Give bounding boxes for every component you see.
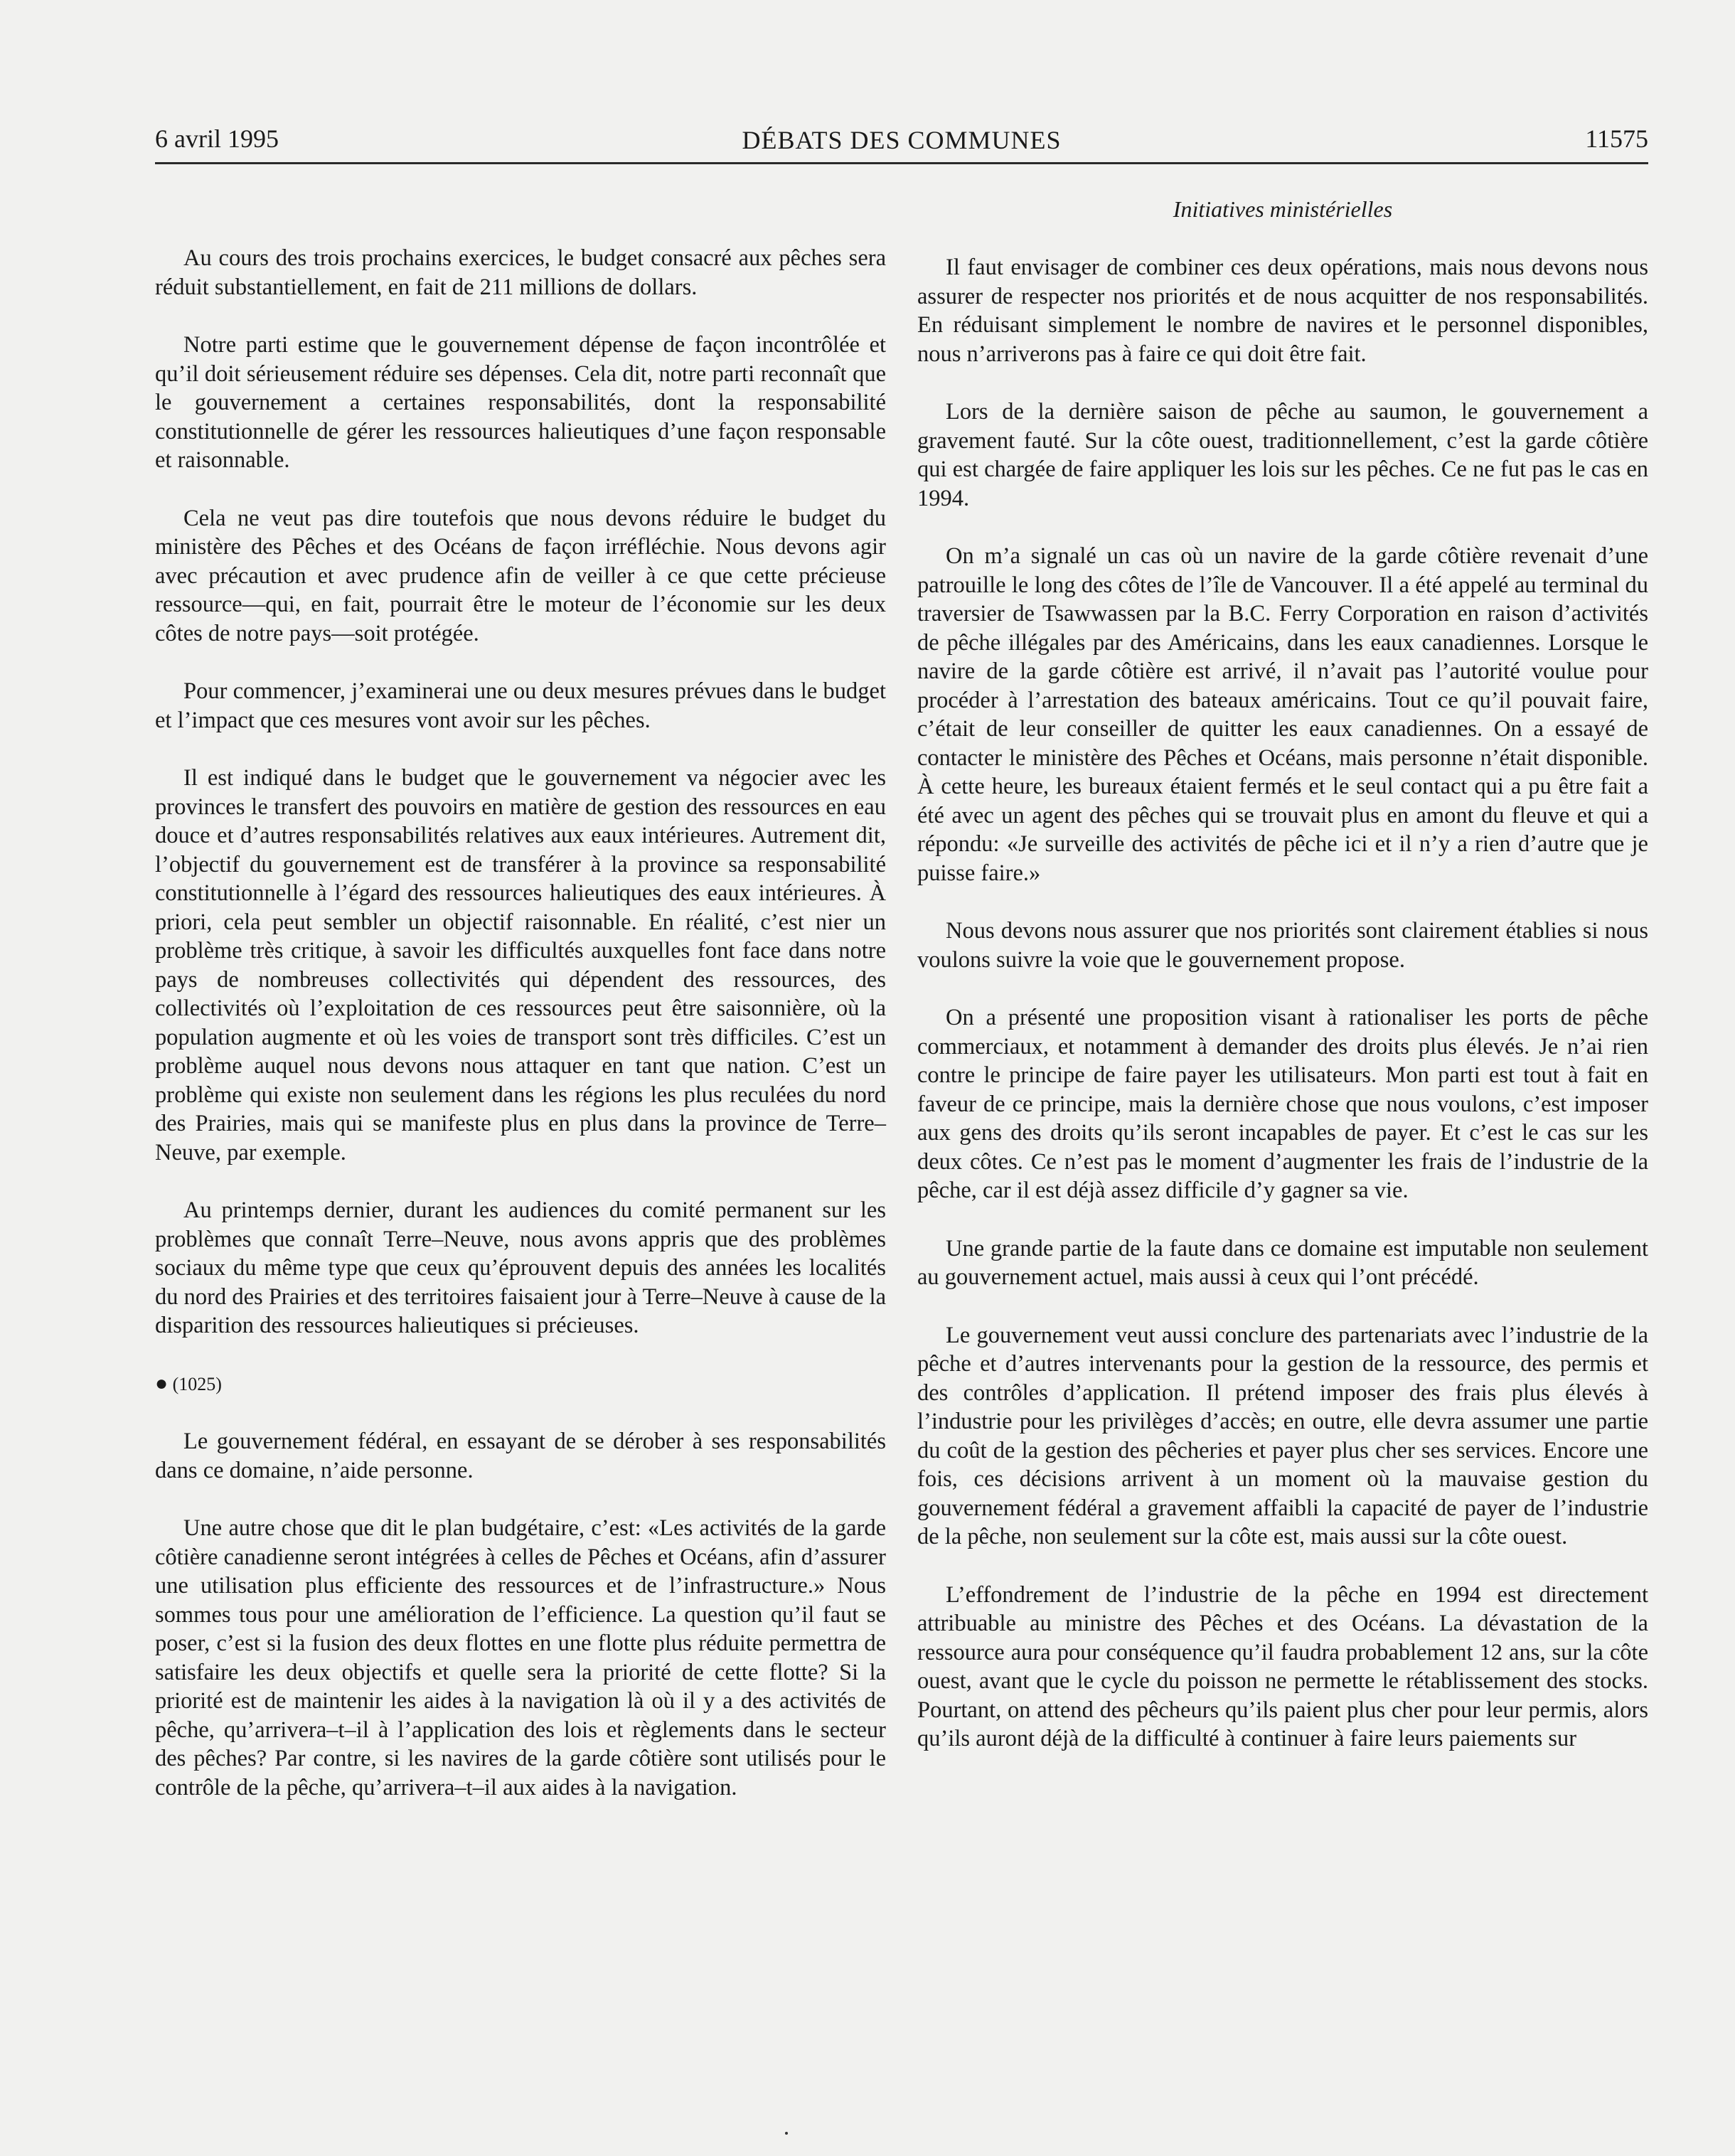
header-rule — [155, 162, 1648, 164]
paragraph: Notre parti estime que le gouvernement dépense de façon incontrôlée et qu’il doit sérieusement réduire ses dépenses. Cela dit, notre parti reconnaît que le gouvernement a certaines responsabilités, dont la responsabilité constitutionnelle de gérer les ressources halieutiques d’une façon responsable et raisonnable. — [155, 332, 886, 473]
paragraph: Une grande partie de la faute dans ce domaine est imputable non seulement au gouvernement actuel, mais aussi à ceux qui l’ont précédé. — [917, 1235, 1648, 1290]
paragraph: Au cours des trois prochains exercices, le budget consacré aux pêches sera réduit substantiellement, en fait de 211 millions de dollars. — [155, 245, 886, 300]
paragraph: Lors de la dernière saison de pêche au saumon, le gouvernement a gravement fauté. Sur la côte ouest, traditionnellement, c’est la garde côtière qui est chargée de faire appliquer les lois sur les pêches. Ce ne fut pas le cas en 1994. — [917, 399, 1648, 511]
paragraph: Cela ne veut pas dire toutefois que nous devons réduire le budget du ministère des Pêches et des Océans de façon irréfléchie. Nous devons agir avec précaution et avec prudence afin de veiller à ce que cette précieuse ressource—qui, en fait, pourrait être le moteur de l’économie sur les deux côtes de notre pays—soit protégée. — [155, 505, 886, 646]
paragraph: Le gouvernement veut aussi conclure des partenariats avec l’industrie de la pêche et d’autres intervenants pour la gestion de la ressource, des permis et des contrôles d’application. Il prétend imposer des frais plus élevés à l’industrie pour les privilèges d’accès; en outre, elle devra assumer une partie du coût de la gestion des pêcheries et payer plus cher ses services. Encore une fois, ces décisions arrivent à un moment où la mauvaise gestion du gouvernement fédéral a gravement affaibli la capacité de payer de l’industrie de la pêche, non seulement sur la côte est, mais aussi sur la côte ouest. — [917, 1322, 1648, 1549]
header-page-number: 11575 — [1585, 124, 1648, 153]
section-title: Initiatives ministérielles — [1173, 196, 1393, 222]
paragraph: Le gouvernement fédéral, en essayant de se dérober à ses responsabilités dans ce domaine, n’aide personne. — [155, 1429, 886, 1483]
time-marker-text: (1025) — [172, 1373, 222, 1394]
paragraph: On a présenté une proposition visant à rationaliser les ports de pêche commerciaux, et notamment à demander des droits plus élevés. Je n’ai rien contre le principe de faire payer les utilisateurs. Mon parti est tout à fait en faveur de ce principe, mais la dernière chose que nous voulons, c’est imposer aux gens des droits qu’ils seront incapables de payer. Et c’est le cas sur les deux côtes. Ce n’est pas le moment d’augmenter les frais de l’industrie de la pêche, car il est déjà assez difficile d’y gagner sa vie. — [917, 1005, 1648, 1203]
paragraph: Il faut envisager de combiner ces deux opérations, mais nous devons nous assurer de respecter nos priorités et de nous acquitter de nos responsabilités. En réduisant simplement le nombre de navires et le personnel disponibles, nous n’arriverons pas à faire ce qui doit être fait. — [917, 255, 1648, 367]
left-column — [155, 244, 886, 1831]
bullet-icon: ● — [155, 1371, 169, 1395]
paragraph: Il est indiqué dans le budget que le gouvernement va négocier avec les provinces le transfert des pouvoirs en matière de gestion des ressources en eau douce et d’autres responsabilités relatives aux eaux intérieures. Autrement dit, l’objectif du gouvernement est de transférer à la province sa responsabilité constitutionnelle à l’égard des ressources halieutiques des eaux intérieures. À priori, cela peut sembler un objectif raisonnable. En réalité, c’est nier un problème très critique, à savoir les difficultés auxquelles font face dans notre pays de nombreuses collectivités qui dépendent des ressources, des collectivités où l’exploitation de ces ressources peut être saisonnière, où la population augmente et où les voies de transport sont très difficiles. C’est un problème auquel nous devons nous attaquer en tant que nation. C’est un problème qui existe non seulement dans les régions les plus reculées du nord des Prairies, mais qui se manifeste plus en plus dans la province de Terre–Neuve, par exemple. — [155, 765, 886, 1165]
paragraph: Une autre chose que dit le plan budgétaire, c’est: «Les activités de la garde côtière canadienne seront intégrées à celles de Pêches et Océans, afin d’assurer une utilisation plus efficiente des ressources et de l’infrastructure.» Nous sommes tous pour une amélioration de l’efficience. La question qu’il faut se poser, c’est si la fusion des deux flottes en une flotte plus réduite permettra de satisfaire les deux objectifs et quelle sera la priorité de cette flotte? Si la priorité est de maintenir les aides à la navigation là où il y a des activités de pêche, qu’arrivera–t–il à l’application des lois et règlements dans le secteur des pêches? Par contre, si les navires de la garde côtière sont utilisés pour le contrôle de la pêche, qu’arrivera–t–il aux aides à la navigation. — [155, 1515, 886, 1800]
page-header — [155, 118, 1648, 162]
paragraph: Nous devons nous assurer que nos priorités sont clairement établies si nous voulons suivre la voie que le gouvernement propose. — [917, 918, 1648, 973]
paragraph: Au printemps dernier, durant les audiences du comité permanent sur les problèmes que connaît Terre–Neuve, nous avons appris que des problèmes sociaux du même type que ceux qu’éprouvent depuis des années les localités du nord des Prairies et des territoires faisaient jour à Terre–Neuve à cause de la disparition des ressources halieutiques si précieuses. — [155, 1197, 886, 1338]
scan-speck — [785, 2132, 788, 2135]
right-column — [917, 253, 1648, 1783]
time-marker — [155, 1370, 886, 1399]
header-date: 6 avril 1995 — [155, 124, 279, 153]
paragraph: L’effondrement de l’industrie de la pêche en 1994 est directement attribuable au ministre des Pêches et des Océans. La dévastation de la ressource aura pour conséquence qu’il faudra probablement 12 ans, sur la côte ouest, avant que le cycle du poisson ne permette le rétablissement des stocks. Pourtant, on attend des pêcheurs qu’ils paient plus cher pour leur permis, alors qu’ils auront déjà de la difficulté à continuer à faire leurs paiements sur — [917, 1581, 1648, 1751]
paragraph: Pour commencer, j’examinerai une ou deux mesures prévues dans le budget et l’impact que ces mesures vont avoir sur les pêches. — [155, 678, 886, 733]
header-title: DÉBATS DES COMMUNES — [742, 126, 1062, 154]
paragraph: On m’a signalé un cas où un navire de la garde côtière revenait d’une patrouille le long des côtes de l’île de Vancouver. Il a été appelé au terminal du traversier de Tsawwassen par la B.C. Ferry Corporation en raison d’activités de pêche illégales par des Américains, dans les eaux canadiennes. Lorsque le navire de la garde côtière est arrivé, il n’avait pas l’autorité voulue pour procéder à l’arrestation des bateaux américains. Tout ce qu’il pouvait faire, c’était de leur conseiller de quitter les eaux canadiennes. On a essayé de contacter le ministère des Pêches et Océans, mais personne n’était disponible. À cette heure, les bureaux étaient fermés et le seul contact qui a pu être fait a été avec un agent des pêches qui se trouvait plus en amont du fleuve et qui a répondu: «Je surveille des activités de pêche ici et il n’y a rien d’autre que je puisse faire.» — [917, 543, 1648, 886]
